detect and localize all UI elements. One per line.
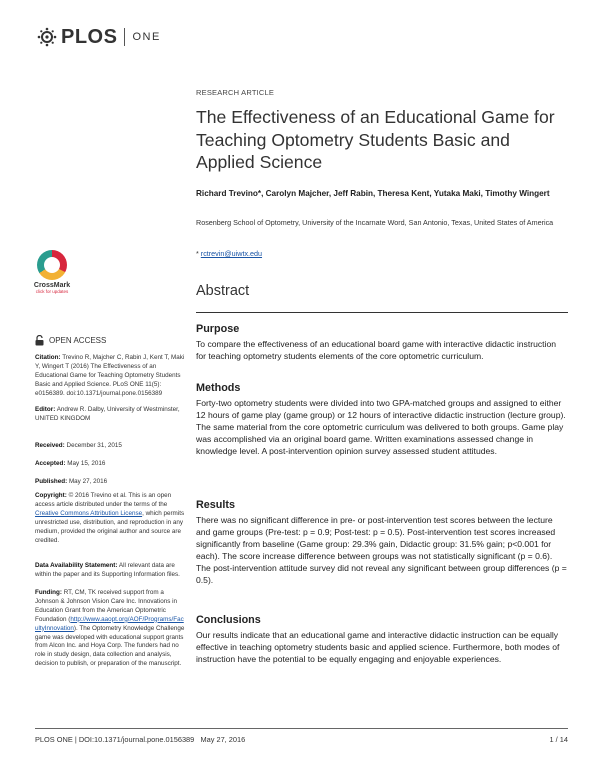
results-heading: Results	[196, 499, 236, 511]
funding-text: RT, CM, TK received support from a Johnson & Johnson Vision Care Inc. Innovations in Education Grant from the American Optometric Foundation (	[35, 589, 178, 623]
crossmark-sublabel: click for updates	[35, 289, 69, 294]
citation-text: Trevino R, Majcher C, Rabin J, Kent T, Maki Y, Wingert T (2016) The Effectiveness of an Educational Game for Teaching Optometry Students Basic and Applied Science. PLoS ONE 11(5): e0156389. doi:10.1371/journal.pone.0156389	[35, 354, 185, 397]
purpose-heading: Purpose	[196, 323, 240, 335]
received-label: Received:	[35, 442, 65, 449]
crossmark-icon	[37, 250, 67, 280]
page-footer	[35, 735, 568, 744]
funding-block	[35, 589, 185, 669]
page-number: 1 / 14	[549, 735, 568, 744]
editor-block	[35, 406, 185, 424]
open-access-label: OPEN ACCESS	[49, 336, 107, 345]
article-title: The Effectiveness of an Educational Game for Teaching Optometry Students Basic and Applied Science	[196, 107, 555, 172]
accepted-label: Accepted:	[35, 460, 66, 467]
crossmark-label: CrossMark	[33, 282, 71, 289]
funding-label: Funding:	[35, 589, 62, 596]
results-text: There was no significant difference in pre- or post-intervention test scores between the lecture and game groups (Pre-test: p = 0.9; Post-test: p = 0.5). Post-intervention test scores increased significantly from baseline (Game group: 29.3% gain, Didactic group: 31.5% gain; p<0.001 for each). The score increase difference between groups was not statistically significant (p = 0.6). The post-intervention attitude survey did not reveal any significant between group differences (p = 0.5).	[196, 515, 567, 585]
funding-text-end: ). The Optometry Knowledge Challenge game was developed with educational support grants from Alcon Inc. and Hoya Corp. The funders had no role in study design, data collection and analysis, decision to publish, or preparation of the manuscript.	[35, 624, 185, 668]
conclusions-text: Our results indicate that an educational game and interactive didactic instruction can be equally effective in teaching optometry students basic and applied science. Furthermore, both modes of instruction have the potential to be equally engaging and enjoyable experiences.	[196, 630, 560, 664]
logo-divider	[124, 28, 125, 46]
copyright-text: © 2016 Trevino et al. This is an open access article distributed under the terms of the	[35, 492, 172, 508]
data-availability-label: Data Availability Statement:	[35, 562, 118, 569]
editor-label: Editor:	[35, 406, 56, 413]
citation-block	[35, 354, 185, 399]
license-link[interactable]: Creative Commons Attribution License	[35, 509, 143, 517]
editor-text: Andrew R. Dalby, University of Westminster, UNITED KINGDOM	[35, 406, 180, 422]
abstract-divider	[196, 312, 568, 313]
published-date: May 27, 2016	[68, 478, 108, 485]
abstract-heading: Abstract	[196, 283, 250, 299]
plos-logo-icon	[35, 27, 59, 47]
logo-wordmark: PLOS	[61, 25, 118, 48]
purpose-text: To compare the effectiveness of an educational board game with interactive didactic instruction for teaching optometry students elements of the core optometric curriculum.	[196, 339, 557, 361]
conclusions-heading: Conclusions	[196, 614, 261, 626]
published-label: Published:	[35, 478, 68, 485]
author-list: Richard Trevino*, Carolyn Majcher, Jeff Rabin, Theresa Kent, Yutaka Maki, Timothy Wingert	[196, 189, 550, 198]
received-date: December 31, 2015	[66, 442, 122, 449]
methods-heading: Methods	[196, 382, 241, 394]
funding-link[interactable]: http://www.aaopt.org/AOF/Programs/FacultyInnovation	[35, 615, 184, 632]
citation-label: Citation:	[35, 354, 61, 361]
accepted-block	[35, 460, 185, 469]
data-availability-block	[35, 562, 185, 580]
email-marker: *	[196, 249, 201, 258]
accepted-date: May 15, 2016	[67, 460, 106, 467]
copyright-label: Copyright:	[35, 492, 67, 499]
received-block	[35, 442, 185, 451]
article-type: RESEARCH ARTICLE	[196, 88, 275, 97]
methods-text: Forty-two optometry students were divided into two GPA-matched groups and assigned to either 12 hours of game play (game group) or 12 hours of interactive didactic instruction (lecture group). The same material from the core optometric curriculum was delivered to both groups. Game play was accomplished via an original board game. Written examinations assessed change in knowledge level. A post-intervention opinion survey assessed student attitudes.	[196, 398, 566, 456]
journal-name: ONE	[132, 31, 161, 43]
footer-citation: PLOS ONE | DOI:10.1371/journal.pone.0156389 May 27, 2016	[35, 735, 246, 744]
published-block	[35, 478, 185, 487]
copyright-block	[35, 492, 185, 545]
corresponding-email	[196, 249, 568, 258]
open-lock-icon	[35, 335, 44, 346]
email-link[interactable]: rctrevin@uiwtx.edu	[200, 249, 263, 258]
footer-divider	[35, 728, 568, 729]
open-access-badge	[35, 335, 106, 346]
data-availability-text: All relevant data are within the paper and its Supporting Information files.	[35, 562, 180, 578]
crossmark-badge[interactable]	[32, 250, 72, 294]
affiliation: Rosenberg School of Optometry, University of the Incarnate Word, San Antonio, Texas, United States of America	[196, 218, 554, 227]
copyright-text-end: , which permits unrestricted use, distribution, and reproduction in any medium, provided the original author and source are credited.	[35, 509, 185, 544]
plos-one-logo[interactable]	[35, 26, 161, 48]
